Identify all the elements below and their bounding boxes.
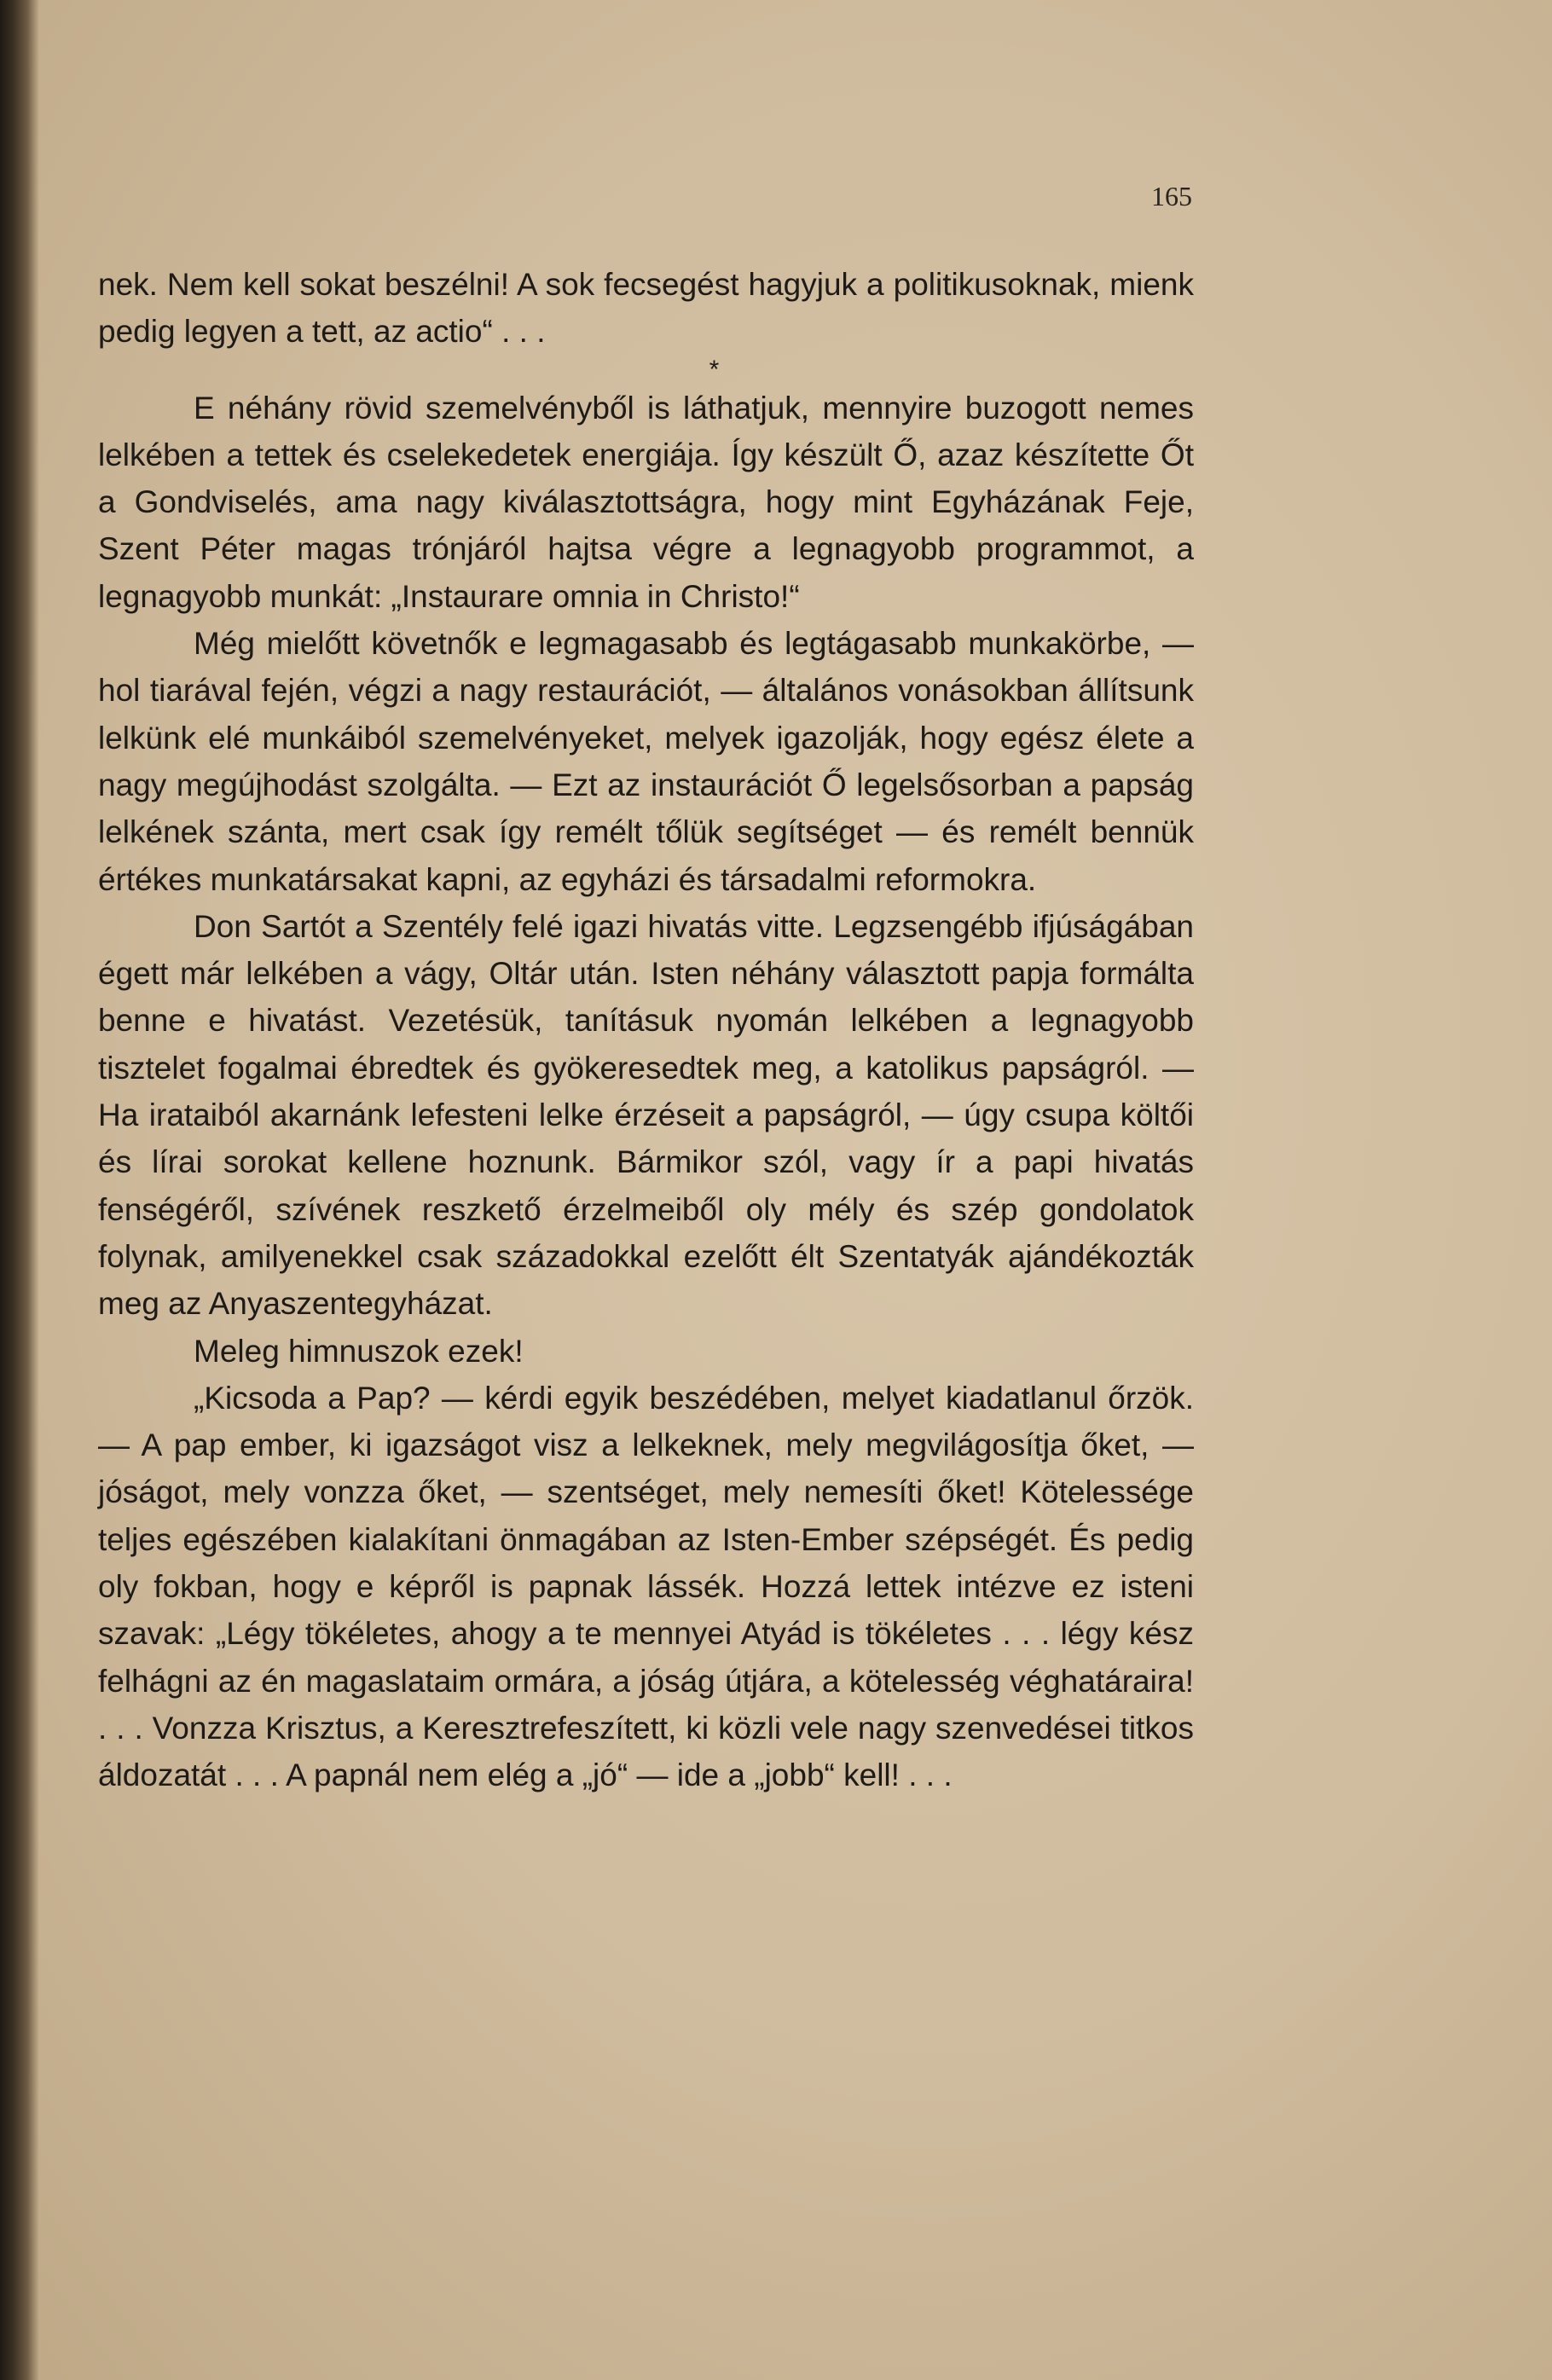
- paragraph: E néhány rövid szemelvényből is láthatjuk, mennyire buzogott nemes lelkében a tettek és cselekedetek energiája. Így készült Ő, azaz készítette Őt a Gondviselés, ama nagy kiválasztottságra, hogy mint Egyházának Feje, Szent Péter magas trónjáról hajtsa végre a legnagyobb programmot, a legnagyobb munkát: „Instaurare omnia in Christo!“: [98, 390, 1194, 614]
- paragraph: Don Sartót a Szentély felé igazi hivatás vitte. Legzsengébb ifjúságában égett már lelkében a vágy, Oltár után. Isten néhány választott papja formálta benne e hivatást. Vezetésük, tanításuk nyomán lelkében a legnagyobb tisztelet fogalmai ébredtek és gyökeresedtek meg, a katolikus papságról. — Ha irataiból akarnánk lefesteni lelke érzéseit a papságról, — úgy csupa költői és lírai sorokat kellene hoznunk. Bármikor szól, vagy ír a papi hivatás fenségéről, szívének reszkető érzelmeiből oly mély és szép gondolatok folynak, amilyenekkel csak századokkal ezelőtt élt Szentatyák ajándékozták meg az Anyaszentegyházat.: [98, 908, 1194, 1322]
- paragraph-quote: „Kicsoda a Pap? — kérdi egyik beszédében, melyet kiadatlanul őrzök. — A pap ember, ki igazságot visz a lelkeknek, mely megvilágosítja őket, — jóságot, mely vonzza őket, — szentséget, mely nemesíti őket! Kötelessége teljes egészében kialakítani önmagában az Isten-Ember szépségét. És pedig oly fokban, hogy e képről is papnak lássék. Hozzá lettek intézve ez isteni szavak: „Légy tökéletes, ahogy a te mennyei Atyád is tökéletes . . . légy kész felhágni az én magaslataim ormára, a jóság útjára, a kötelesség véghatáraira! . . . Vonzza Krisztus, a Keresztrefeszített, ki közli vele nagy szenvedései titkos áldozatát . . . A papnál nem elég a „jó“ — ide a „jobb“ kell! . . .: [98, 1380, 1194, 1793]
- paragraph: Még mielőtt követnők e legmagasabb és legtágasabb munkakörbe, — hol tiarával fején, végzi a nagy restaurációt, — általános vonásokban állítsunk lelkünk elé munkáiból szemelvényeket, melyek igazolják, hogy egész élete a nagy megújhodást szolgálta. — Ezt az instaurációt Ő legelsősorban a papság lelkének szánta, mert csak így remélt tőlük segítséget — és remélt bennük értékes munkatársakat kapni, az egyházi és társadalmi reformokra.: [98, 626, 1194, 897]
- paragraph: Meleg himnuszok ezek!: [194, 1333, 524, 1369]
- paragraph-continuation: nek. Nem kell sokat beszélni! A sok fecsegést hagyjuk a politikusoknak, mienk pedig legyen a tett, az actio“ . . .: [98, 267, 1194, 350]
- section-divider: *: [709, 355, 720, 384]
- page-number: 165: [1151, 181, 1192, 211]
- body-text: [98, 261, 1194, 1799]
